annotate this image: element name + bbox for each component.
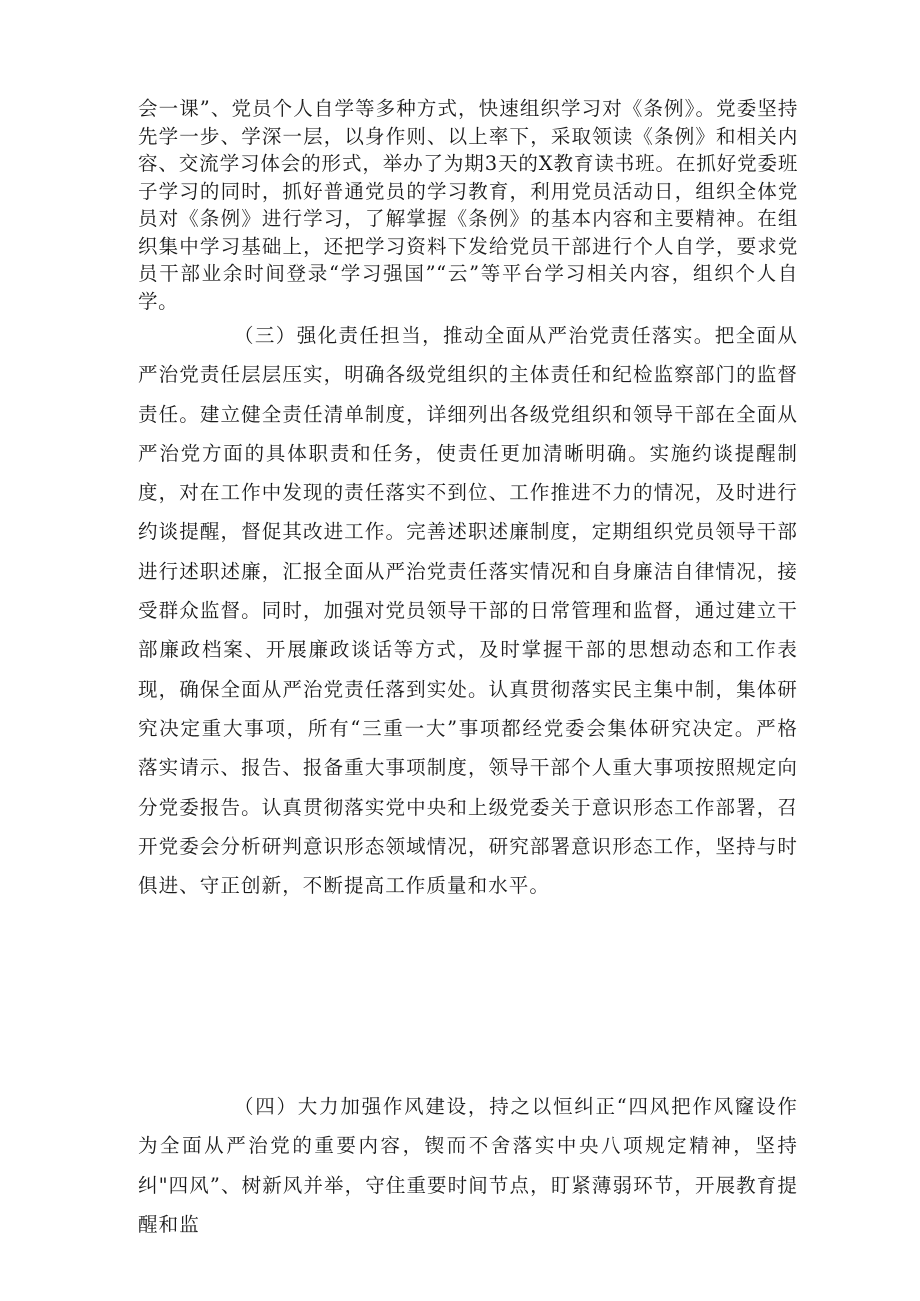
paragraph-study-regulations: 会一课”、党员个人自学等多种方式，快速组织学习对《条例》。党委坚持先学一步、学深一层，以身作则、以上率下，采取领读《条例》和相关内容、交流学习体会的形式，举办了为期3天的X教育读书班。在抓好党委班子学习的同时，抓好普通党员的学习教育，利用党员活动日，组织全体党员对《条例》进行学习，了解掌握《条例》的基本内容和主要精神。在组织集中学习基础上，还把学习资料下发给党员干部进行个人自学，要求党员干部业余时间登录“学习强国”“云”等平台学习相关内容，组织个人自学。: [138, 97, 798, 313]
paragraph-section-four-work-style: （四）大力加强作风建设，持之以恒纠正“四风把作风窿设作为全面从严治党的重要内容，锲而不舍落实中央八项规定精神，坚持纠"四风”、树新风并举，守住重要时间节点，盯紧薄弱环节，开展教育提醒和监: [138, 1095, 798, 1236]
paragraph-section-three-responsibility: （三）强化责任担当，推动全面从严治党责任落实。把全面从严治党责任层层压实，明确各级党组织的主体责任和纪检监察部门的监督责任。建立健全责任清单制度，详细列出各级党组织和领导干部在全面从严治党方面的具体职责和任务，使责任更加清晰明确。实施约谈提醒制度，对在工作中发现的责任落实不到位、工作推进不力的情况，及时进行约谈提醒，督促其改进工作。完善述职述廉制度，定期组织党员领导干部进行述职述廉，汇报全面从严治党责任落实情况和自身廉洁自律情况，接受群众监督。同时，加强对党员领导干部的日常管理和监督，通过建立干部廉政档案、开展廉政谈话等方式，及时掌握干部的思想动态和工作表现，确保全面从严治党责任落到实处。认真贯彻落实民主集中制，集体研究决定重大事项，所有“三重一大”事项都经党委会集体研究决定。严格落实请示、报告、报备重大事项制度，领导干部个人重大事项按照规定向分党委报告。认真贯彻落实党中央和上级党委关于意识形态工作部署，召开党委会分析研判意识形态领域情况，研究部署意识形态工作，坚持与时俱进、守正创新，不断提高工作质量和水平。: [138, 324, 798, 898]
